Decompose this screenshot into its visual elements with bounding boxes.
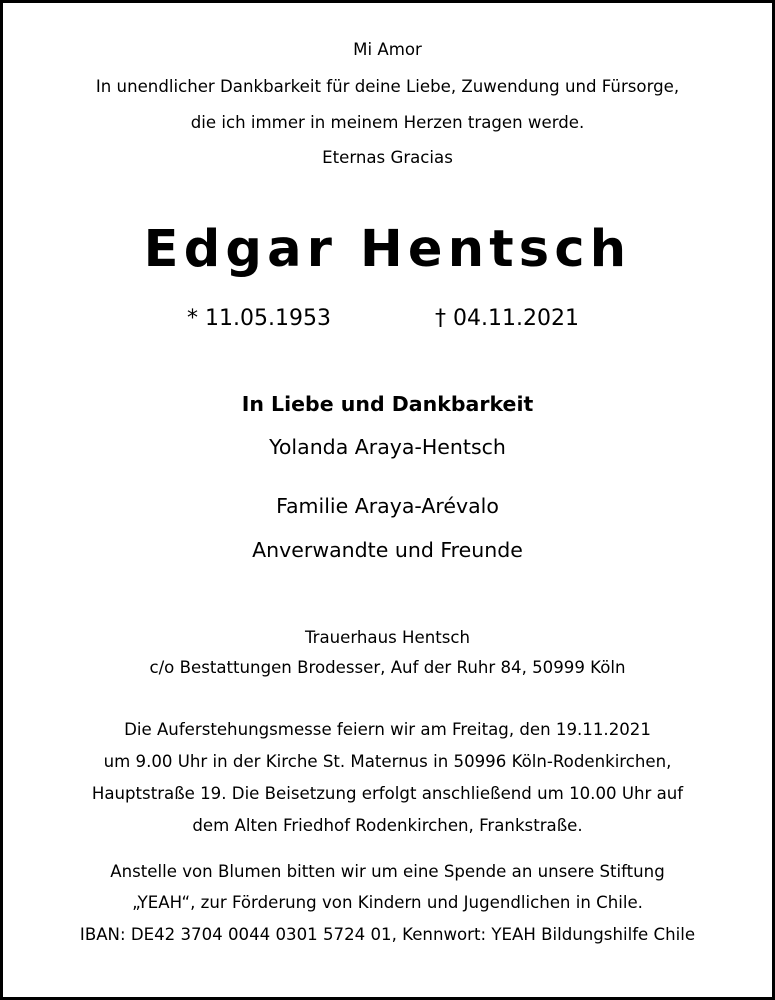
- address-line: Trauerhaus Hentsch: [304, 628, 471, 647]
- service-line: um 9.00 Uhr in der Kirche St. Maternus in 50996 Köln-Rodenkirchen,: [103, 752, 672, 771]
- birth-date: * 11.05.1953: [187, 306, 331, 331]
- donation-line: IBAN: DE42 3704 0044 0301 5724 01, Kennwort: YEAH Bildungshilfe Chile: [79, 925, 696, 944]
- dedication-line: Eternas Gracias: [322, 148, 453, 167]
- mourner-name: Anverwandte und Freunde: [252, 538, 523, 562]
- donation-line: „YEAH“, zur Förderung von Kindern und Jugendlichen in Chile.: [132, 893, 643, 912]
- address-line: c/o Bestattungen Brodesser, Auf der Ruhr 84, 50999 Köln: [149, 658, 626, 677]
- death-date: † 04.11.2021: [435, 306, 579, 331]
- dedication-line: Mi Amor: [353, 40, 422, 59]
- mourner-name: Familie Araya-Arévalo: [276, 494, 499, 518]
- service-line: Die Auferstehungsmesse feiern wir am Freitag, den 19.11.2021: [124, 720, 651, 739]
- service-line: dem Alten Friedhof Rodenkirchen, Frankstraße.: [192, 816, 583, 835]
- mourner-name: Yolanda Araya-Hentsch: [269, 435, 506, 459]
- deceased-name: Edgar Hentsch: [143, 220, 632, 279]
- dedication-line: In unendlicher Dankbarkeit für deine Liebe, Zuwendung und Fürsorge,: [95, 77, 680, 96]
- dedication-line: die ich immer in meinem Herzen tragen werde.: [190, 113, 585, 132]
- donation-line: Anstelle von Blumen bitten wir um eine Spende an unsere Stiftung: [110, 862, 665, 881]
- mourners-heading: In Liebe und Dankbarkeit: [241, 392, 534, 416]
- service-line: Hauptstraße 19. Die Beisetzung erfolgt anschließend um 10.00 Uhr auf: [91, 784, 684, 803]
